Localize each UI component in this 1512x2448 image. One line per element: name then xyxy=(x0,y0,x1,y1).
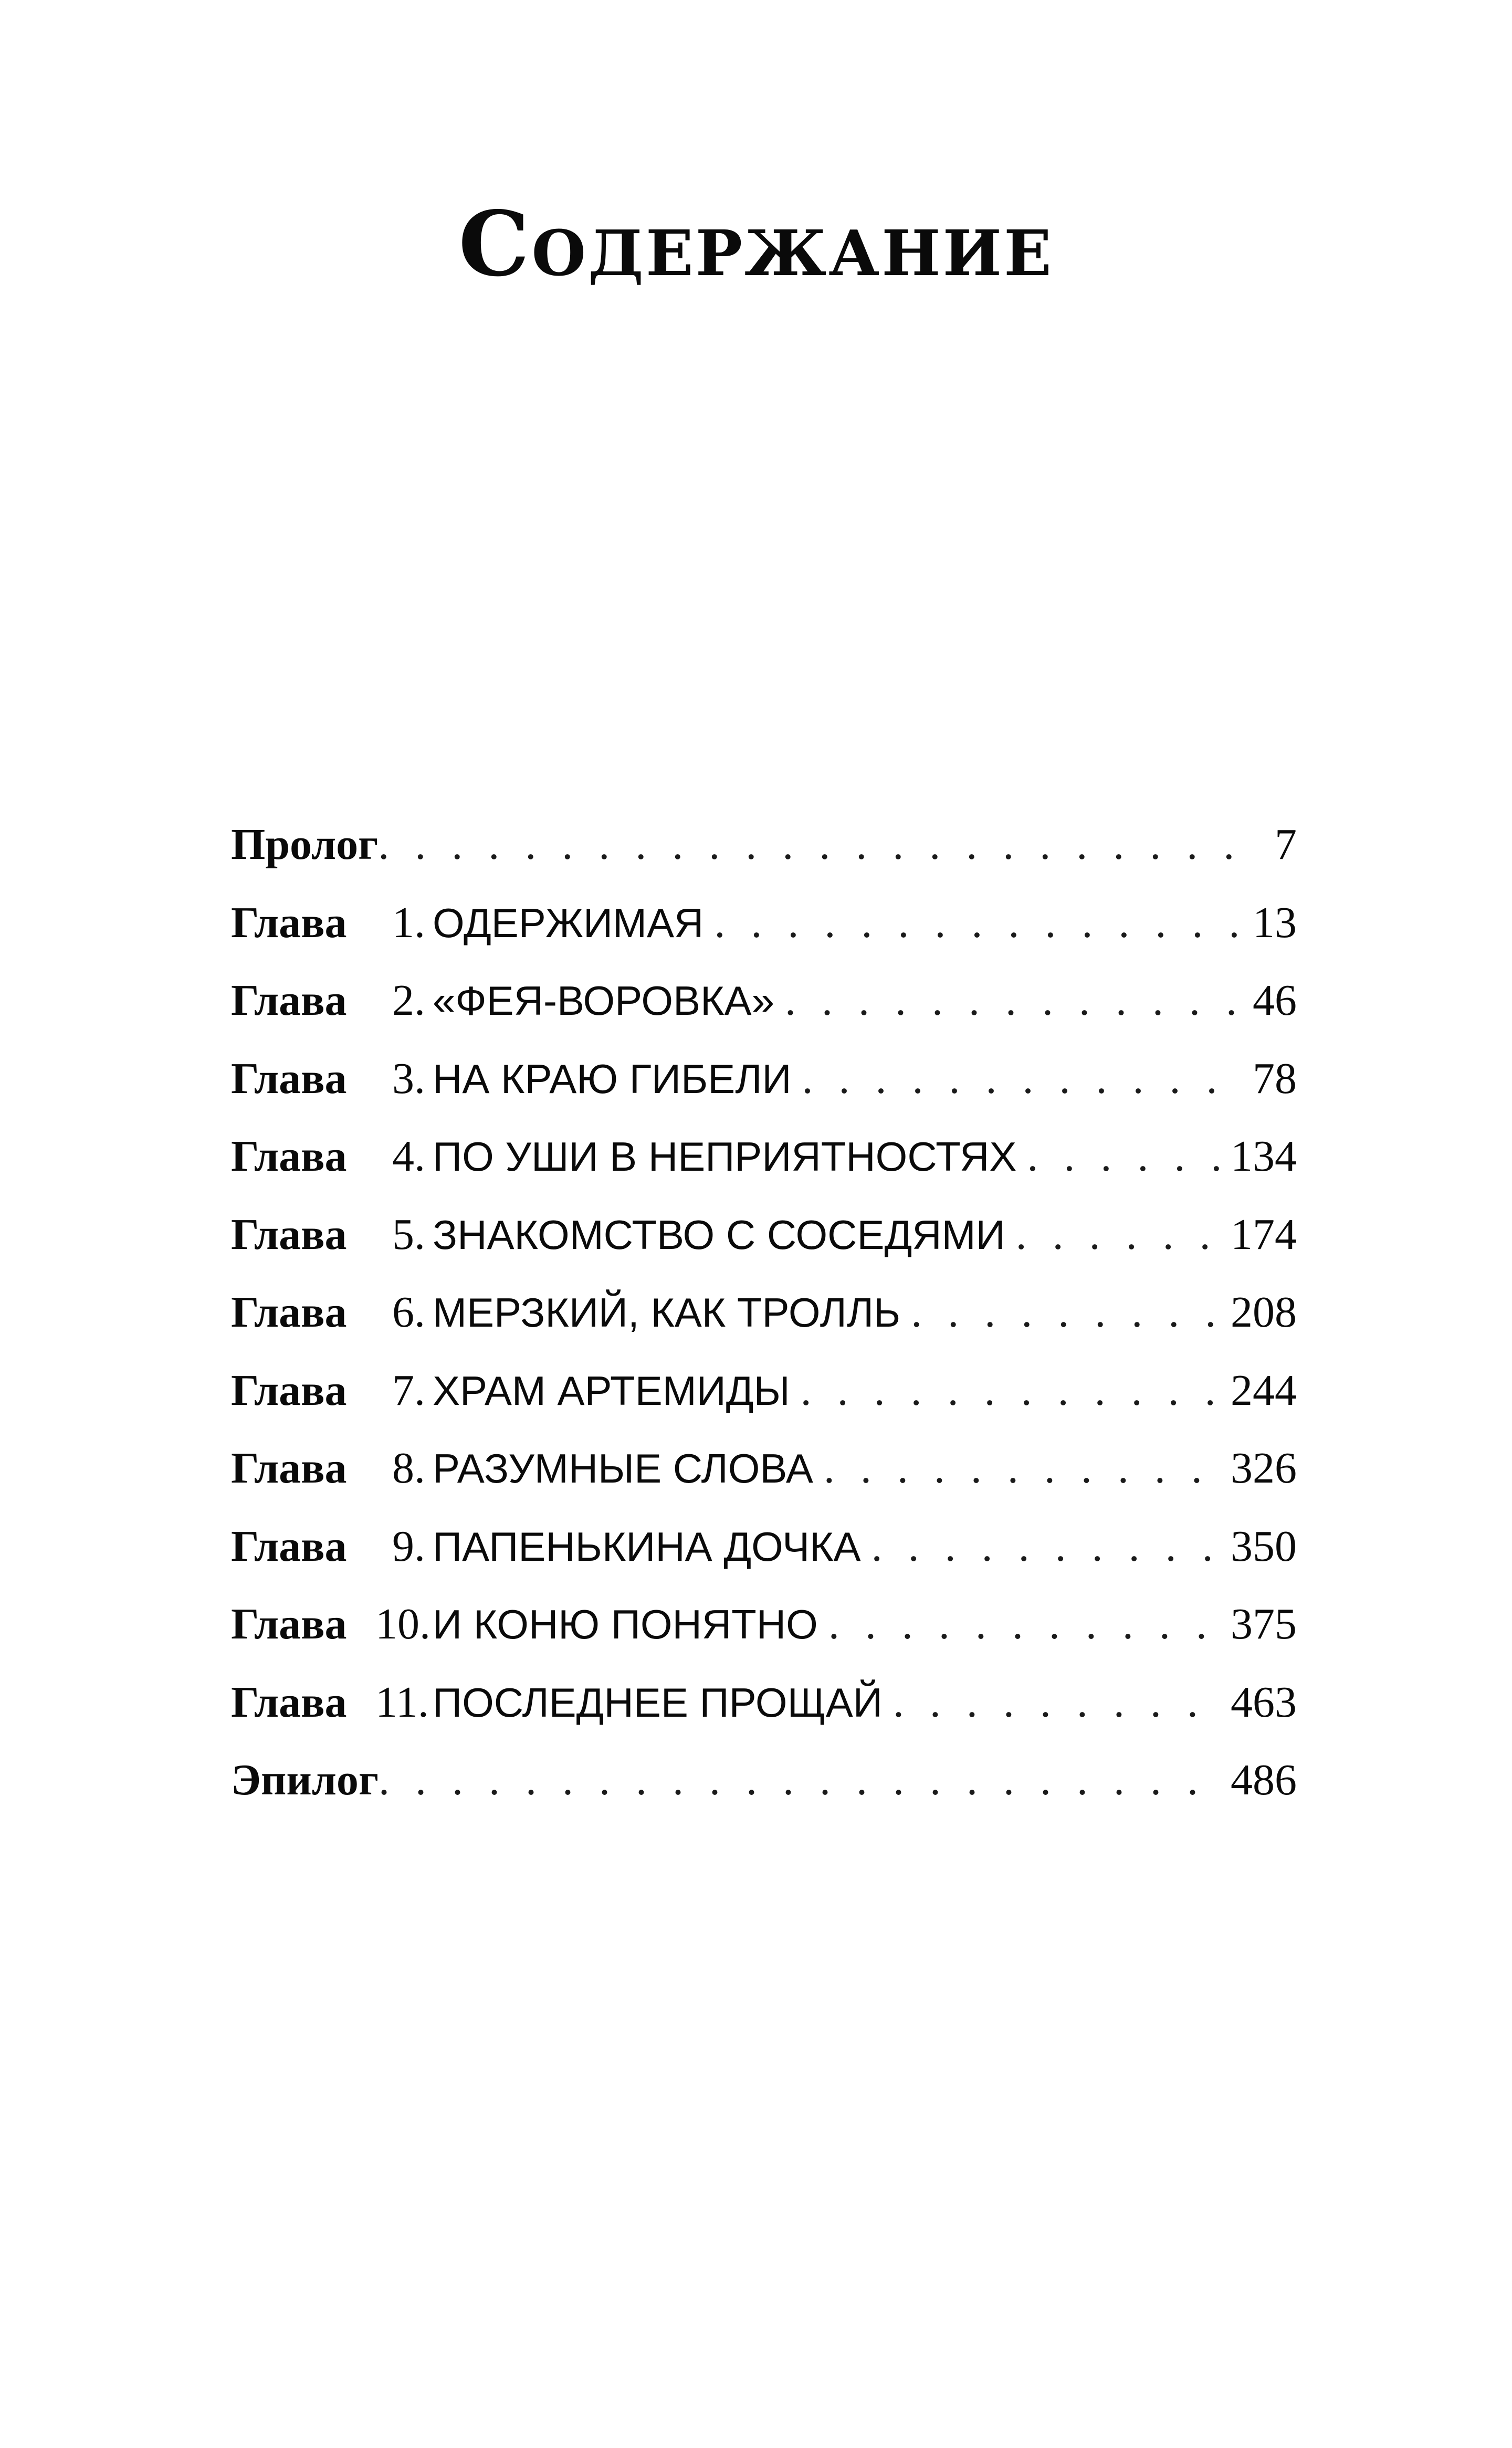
entry-page-number: 134 xyxy=(1231,1132,1297,1181)
toc-entry-chapter-6[interactable] xyxy=(231,1287,1297,1365)
chapter-number: 1. xyxy=(392,898,425,947)
toc-entry-chapter-7[interactable] xyxy=(231,1365,1297,1443)
dot-leader xyxy=(714,897,1244,948)
chapter-title: ОДЕРЖИМАЯ xyxy=(433,899,704,946)
entry-page-number: 375 xyxy=(1231,1600,1297,1648)
entry-label: Глава xyxy=(231,1288,347,1337)
table-of-contents xyxy=(231,819,1297,1833)
toc-entry-prologue[interactable] xyxy=(231,819,1297,897)
chapter-number: 5. xyxy=(392,1210,425,1259)
chapter-title: «ФЕЯ-ВОРОВКА» xyxy=(433,978,774,1024)
chapter-number: 8. xyxy=(392,1444,425,1493)
chapter-title: РАЗУМНЫЕ СЛОВА xyxy=(433,1445,813,1491)
dot-leader xyxy=(828,1599,1222,1649)
entry-page-number: 350 xyxy=(1231,1521,1297,1571)
page-title: Содержание xyxy=(458,192,1054,297)
dot-leader xyxy=(893,1677,1222,1728)
dot-leader xyxy=(1027,1131,1222,1182)
entry-page-number: 486 xyxy=(1231,1756,1297,1804)
chapter-title: ЗНАКОМСТВО С СОСЕДЯМИ xyxy=(433,1211,1005,1258)
entry-page-number: 174 xyxy=(1231,1210,1297,1259)
chapter-number: 4. xyxy=(392,1132,425,1181)
chapter-title: МЕРЗКИЙ, КАК ТРОЛЛЬ xyxy=(433,1289,901,1336)
chapter-title: ХРАМ АРТЕМИДЫ xyxy=(433,1367,790,1414)
entry-label: Пролог xyxy=(231,820,379,869)
toc-entry-chapter-9[interactable] xyxy=(231,1521,1297,1599)
dot-leader xyxy=(802,1053,1244,1104)
toc-entry-chapter-1[interactable] xyxy=(231,897,1297,975)
dot-leader xyxy=(911,1287,1222,1338)
dot-leader xyxy=(785,975,1244,1026)
dot-leader xyxy=(1016,1209,1222,1260)
dot-leader xyxy=(801,1365,1222,1416)
entry-page-number: 13 xyxy=(1253,898,1297,947)
entry-page-number: 78 xyxy=(1253,1054,1297,1103)
entry-label: Глава xyxy=(231,1677,347,1727)
toc-entry-chapter-2[interactable] xyxy=(231,975,1297,1053)
entry-label: Глава xyxy=(231,976,347,1025)
entry-page-number: 463 xyxy=(1231,1677,1297,1727)
chapter-number: 7. xyxy=(392,1365,425,1415)
entry-label: Глава xyxy=(231,1600,347,1648)
chapter-title: ПОСЛЕДНЕЕ ПРОЩАЙ xyxy=(433,1679,883,1726)
chapter-title: ПО УШИ В НЕПРИЯТНОСТЯХ xyxy=(433,1133,1017,1180)
chapter-title: НА КРАЮ ГИБЕЛИ xyxy=(433,1055,792,1102)
chapter-number: 10. xyxy=(375,1600,430,1648)
chapter-number: 11. xyxy=(375,1677,429,1727)
entry-label: Глава xyxy=(231,1210,347,1259)
chapter-number: 9. xyxy=(392,1521,425,1571)
dot-leader xyxy=(872,1521,1222,1572)
dot-leader xyxy=(379,1754,1222,1805)
chapter-title: ПАПЕНЬКИНА ДОЧКА xyxy=(433,1523,861,1570)
chapter-title: И КОНЮ ПОНЯТНО xyxy=(433,1601,818,1647)
entry-label: Глава xyxy=(231,1054,347,1103)
chapter-number: 6. xyxy=(392,1288,425,1337)
toc-entry-chapter-5[interactable] xyxy=(231,1209,1297,1287)
chapter-number: 2. xyxy=(392,976,425,1025)
entry-label: Глава xyxy=(231,1132,347,1181)
entry-page-number: 244 xyxy=(1231,1365,1297,1415)
entry-label: Глава xyxy=(231,1444,347,1493)
toc-entry-chapter-10[interactable] xyxy=(231,1599,1297,1677)
entry-label: Глава xyxy=(231,898,347,947)
toc-entry-epilogue[interactable] xyxy=(231,1754,1297,1833)
entry-label: Эпилог xyxy=(231,1756,379,1804)
entry-page-number: 46 xyxy=(1253,976,1297,1025)
entry-label: Глава xyxy=(231,1365,347,1415)
toc-entry-chapter-8[interactable] xyxy=(231,1443,1297,1521)
entry-page-number: 7 xyxy=(1275,820,1297,869)
toc-entry-chapter-11[interactable] xyxy=(231,1677,1297,1755)
entry-page-number: 326 xyxy=(1231,1444,1297,1493)
entry-label: Глава xyxy=(231,1521,347,1571)
chapter-number: 3. xyxy=(392,1054,425,1103)
dot-leader xyxy=(378,819,1257,870)
entry-page-number: 208 xyxy=(1231,1288,1297,1337)
toc-entry-chapter-3[interactable] xyxy=(231,1053,1297,1131)
toc-entry-chapter-4[interactable] xyxy=(231,1131,1297,1209)
dot-leader xyxy=(824,1443,1222,1494)
